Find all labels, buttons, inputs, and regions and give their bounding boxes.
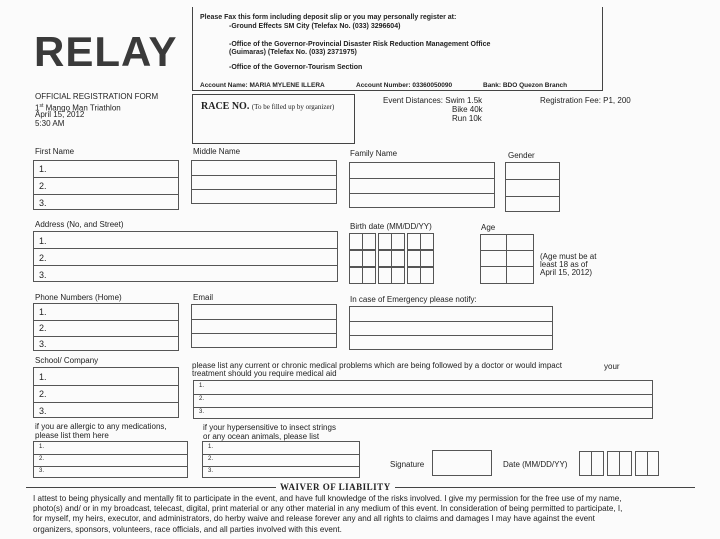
event-time: 5:30 AM (35, 119, 65, 128)
event-date: April 15, 2012 (35, 110, 85, 119)
event-number: 1 (35, 103, 40, 113)
distance-bike: Bike 40k (452, 105, 483, 114)
gender-label: Gender (508, 151, 535, 160)
school-field[interactable] (33, 367, 179, 418)
fax-line5: -Office of the Governor-Tourism Section (229, 64, 363, 71)
insect-allergy-field[interactable] (202, 441, 360, 478)
date-field[interactable] (579, 451, 659, 476)
event-distances: Event Distances: Swim 1.5k (383, 96, 483, 105)
medical-label-1: please list any current or chronic medical problems which are being followed by a doctor or would impact (192, 361, 562, 370)
row-num: 3. (208, 468, 214, 474)
first-name-label: First Name (35, 147, 75, 156)
allergic-label-2: please list them here (35, 431, 109, 440)
account-name: Account Name: MARIA MYLENE ILLERA (200, 82, 325, 89)
row-num: 3. (39, 270, 47, 280)
date-label: Date (MM/DD/YY) (503, 460, 568, 469)
waiver-line-1: I attest to being physically and mentally fit to participate in the event, and have full knowledge of the risks involved. I give my permission for the free use of my name, (33, 494, 622, 503)
row-num: 2. (199, 396, 205, 402)
event-title: Mango Man Triathlon (43, 103, 121, 113)
family-name-field[interactable] (349, 162, 495, 208)
row-num: 1. (199, 383, 205, 389)
fax-line4: (Guimaras) (Telefax No. (033) 2371975) (229, 49, 357, 56)
row-num: 2. (39, 389, 47, 399)
birth-date-grid[interactable] (349, 233, 461, 284)
waiver-line-4: organizers, sponsors, volunteers, race officials, and all parties involved with this event. (33, 524, 342, 534)
age-note-3: April 15, 2012) (540, 268, 593, 277)
middle-name-label: Middle Name (193, 147, 241, 156)
signature-field[interactable] (432, 450, 492, 476)
school-label: School/ Company (35, 356, 99, 365)
age-note-2: least 18 as of (540, 260, 588, 269)
row-num: 1. (39, 372, 47, 382)
row-num: 1. (39, 236, 47, 246)
fax-instructions-box (192, 7, 603, 91)
registration-fee: Registration Fee: P1, 200 (540, 96, 631, 105)
row-num: 1. (39, 307, 47, 317)
allergic-label-1: if you are allergic to any medications, (35, 422, 167, 431)
race-number-label (201, 101, 334, 112)
phone-label: Phone Numbers (Home) (35, 293, 122, 302)
signature-label: Signature (390, 460, 425, 469)
age-field[interactable] (480, 234, 534, 284)
form-title: OFFICIAL REGISTRATION FORM (35, 92, 159, 101)
account-number: Account Number: 03360050090 (356, 82, 453, 89)
address-label: Address (No, and Street) (35, 220, 124, 229)
race-number-box (192, 94, 355, 144)
row-num: 2. (39, 181, 47, 191)
email-label: Email (193, 293, 214, 302)
row-num: 1. (39, 164, 47, 174)
gender-field[interactable] (505, 162, 560, 212)
row-num: 2. (39, 253, 47, 263)
divider-right (395, 487, 695, 488)
waiver-line-2: photo(s) and/ or in my broadcast, telecast, digital, print material or any other material in any medium of this event. In consideration of being permitted to participate, I, (33, 504, 623, 514)
fax-line1: Please Fax this form including deposit slip or you may personally register at: (200, 14, 457, 21)
divider-left (26, 487, 276, 488)
fax-line3: -Office of the Governor-Provincial Disaster Risk Reduction Management Office (229, 41, 491, 48)
row-num: 3. (39, 468, 45, 474)
insect-label-2: or any ocean animals, please list (203, 432, 320, 441)
age-label: Age (481, 223, 496, 232)
fax-line2: -Ground Effects SM City (Telefax No. (033) 3296604) (229, 23, 401, 30)
family-name-label: Family Name (350, 149, 398, 158)
allergies-field[interactable] (33, 441, 188, 478)
race-note: (To be filled up by organizer) (251, 103, 335, 111)
insect-label-1: if your hypersensitive to insect strings (203, 423, 336, 432)
row-num: 2. (39, 323, 47, 333)
race-label: RACE NO. (201, 101, 250, 112)
emergency-field[interactable] (349, 306, 553, 350)
row-num: 3. (39, 406, 47, 416)
medical-field[interactable] (193, 380, 653, 419)
middle-name-field[interactable] (191, 160, 337, 204)
distance-run: Run 10k (452, 114, 482, 123)
relay-logo: RELAY (34, 28, 178, 75)
row-num: 2. (208, 456, 214, 462)
row-num: 1. (39, 444, 45, 450)
first-name-field[interactable] (33, 160, 179, 210)
emergency-label: In case of Emergency please notify: (350, 295, 477, 304)
phone-field[interactable] (33, 303, 179, 351)
row-num: 3. (199, 409, 205, 415)
event-suffix: st (39, 103, 44, 109)
bank-name: Bank: BDO Quezon Branch (483, 82, 568, 89)
row-num: 2. (39, 456, 45, 462)
row-num: 1. (208, 444, 214, 450)
email-field[interactable] (191, 304, 337, 348)
medical-label-2: treatment should you require medical aid (192, 369, 337, 378)
birth-date-label: Birth date (MM/DD/YY) (350, 222, 432, 231)
row-num: 3. (39, 339, 47, 349)
address-field[interactable] (33, 231, 338, 282)
waiver-title: WAIVER OF LIABILITY (280, 482, 391, 492)
waiver-line-3: for myself, my heirs, executor, and administrators, do herby waive and release forever any and all rights to claims and damages I may have against the event (33, 514, 595, 524)
age-note-1: (Age must be at (540, 252, 597, 261)
medical-label-your: your (604, 362, 620, 371)
row-num: 3. (39, 198, 47, 208)
waiver-text (33, 494, 693, 535)
